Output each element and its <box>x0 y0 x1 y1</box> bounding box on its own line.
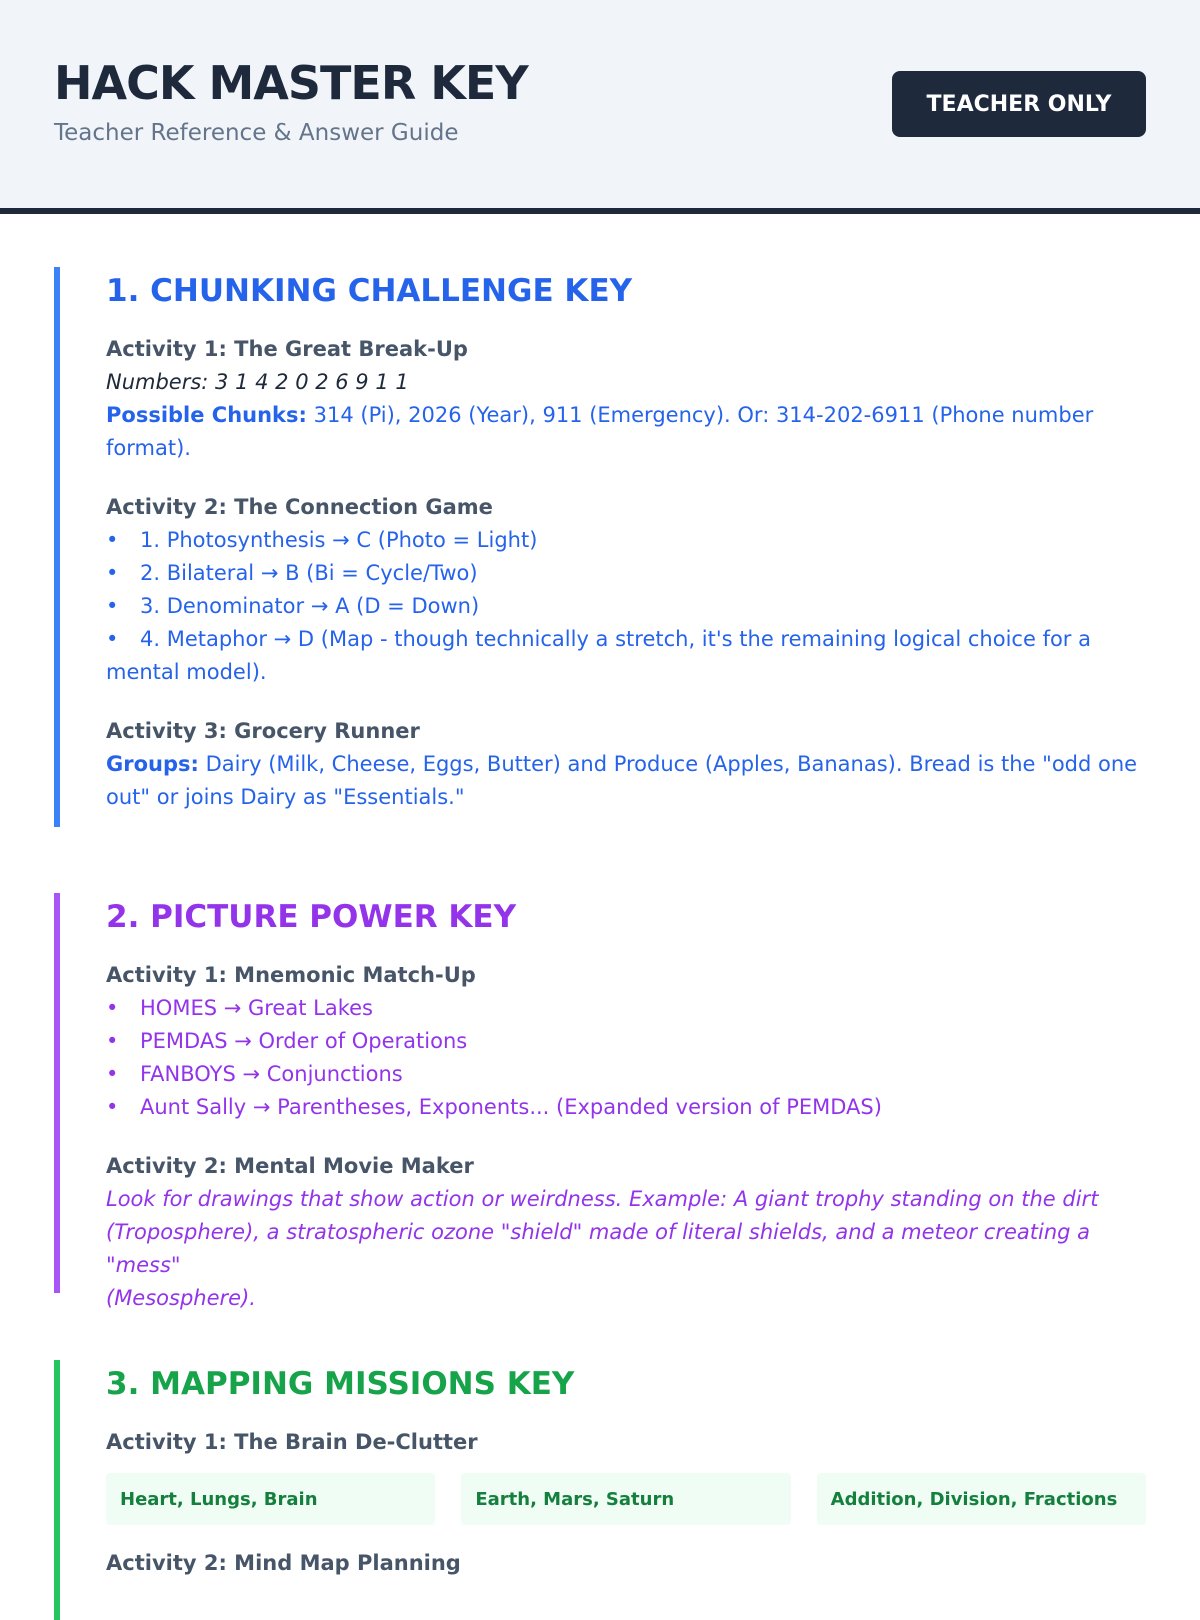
category-chip: Earth, Mars, Saturn <box>461 1473 790 1525</box>
list-item: • 2. Bilateral → B (Bi = Cycle/Two) <box>106 557 1146 590</box>
category-chip: Heart, Lungs, Brain <box>106 1473 435 1525</box>
list-item: • HOMES → Great Lakes <box>106 992 1146 1025</box>
section-picture-power <box>54 893 1146 1310</box>
activity-title: Activity 1: The Great Break-Up <box>106 337 468 361</box>
category-chip: Addition, Division, Fractions <box>817 1473 1146 1525</box>
answer-label: Possible Chunks: <box>106 403 307 427</box>
list-item: • PEMDAS → Order of Operations <box>106 1025 1146 1058</box>
answer-text: Possible Chunks: 314 (Pi), 2026 (Year), 911 (Emergency). Or: 314-202-6911 (Phone number <box>106 403 1094 427</box>
answer-text-cont: out" or joins Dairy as "Essentials." <box>106 785 465 809</box>
activity-title: Activity 1: Mnemonic Match-Up <box>106 963 476 987</box>
page-header <box>0 0 1200 214</box>
answer-text-cont: format). <box>106 436 191 460</box>
answer-text-cont: (Mesosphere). <box>106 1286 256 1310</box>
activity-title: Activity 3: Grocery Runner <box>106 719 420 743</box>
chip-row <box>106 1473 1146 1525</box>
page-subtitle: Teacher Reference & Answer Guide <box>54 120 459 146</box>
section-title-chunking: 1. CHUNKING CHALLENGE KEY <box>106 273 633 309</box>
numbers-line: Numbers: 3 1 4 2 0 2 6 9 1 1 <box>106 370 409 394</box>
list-item: • FANBOYS → Conjunctions <box>106 1058 1146 1091</box>
list-item-cont: mental model). <box>106 660 267 684</box>
answer-text: Groups: Dairy (Milk, Cheese, Eggs, Butter) and Produce (Apples, Bananas). Bread is the "odd one <box>106 752 1138 776</box>
list-item: • 3. Denominator → A (D = Down) <box>106 590 1146 623</box>
section-title-mapping: 3. MAPPING MISSIONS KEY <box>106 1366 575 1402</box>
page-title: HACK MASTER KEY <box>54 56 528 110</box>
list-item: • Aunt Sally → Parentheses, Exponents... (Expanded version of PEMDAS) <box>106 1091 1146 1124</box>
activity-title: Activity 1: The Brain De-Clutter <box>106 1430 478 1454</box>
section-mapping-missions <box>54 1360 1146 1620</box>
answer-text-cont: (Troposphere), a stratospheric ozone "shield" made of literal shields, and a meteor creating a "mess" <box>106 1220 1091 1277</box>
activity-title: Activity 2: Mind Map Planning <box>106 1551 461 1575</box>
teacher-only-badge: TEACHER ONLY <box>892 71 1146 137</box>
answer-label: Groups: <box>106 752 199 776</box>
list-item: • 1. Photosynthesis → C (Photo = Light) <box>106 524 1146 557</box>
section-title-picture: 2. PICTURE POWER KEY <box>106 899 517 935</box>
activity-title: Activity 2: Mental Movie Maker <box>106 1154 474 1178</box>
section-chunking <box>54 267 1146 827</box>
list-item: • 4. Metaphor → D (Map - though technically a stretch, it's the remaining logical choice for a <box>106 623 1146 656</box>
activity-title: Activity 2: The Connection Game <box>106 495 493 519</box>
answer-text: Look for drawings that show action or weirdness. Example: A giant trophy standing on the dirt <box>106 1187 1099 1211</box>
